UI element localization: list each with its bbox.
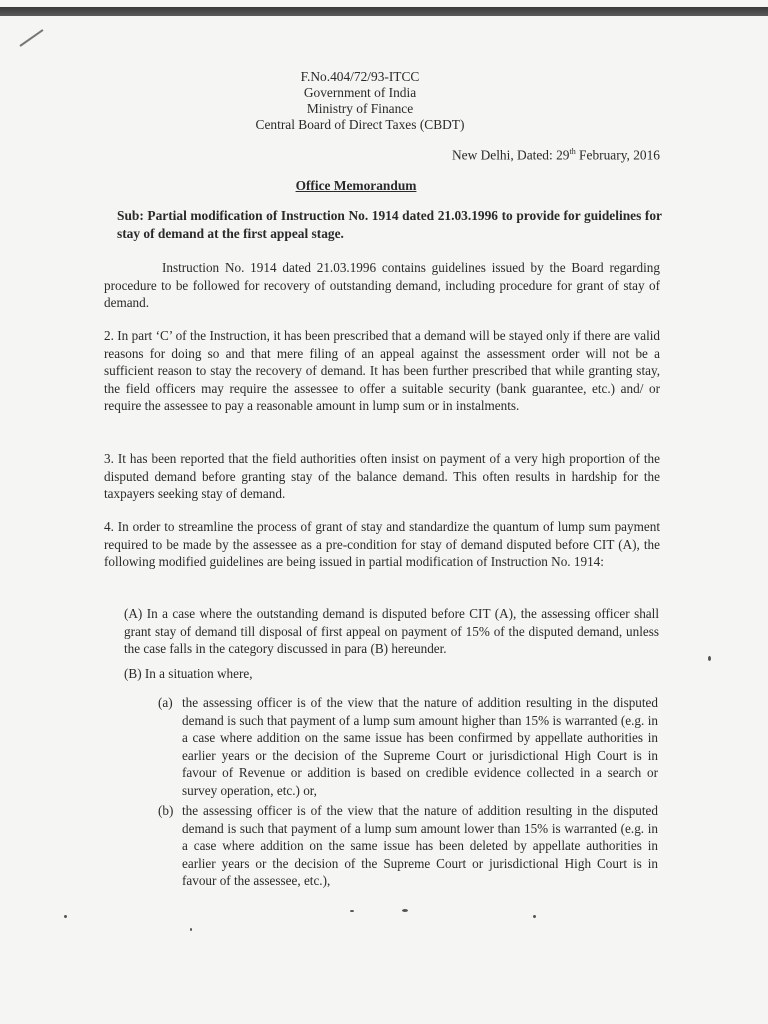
memo-title: Office Memorandum xyxy=(295,178,417,193)
list-item-label: (a) xyxy=(158,695,173,710)
scan-speck xyxy=(402,909,408,912)
scan-speck xyxy=(64,915,67,918)
paragraph-1: Instruction No. 1914 dated 21.03.1996 contains guidelines issued by the Board regarding procedure to be followed for recovery of outstanding demand, including procedure for grant of stay of demand. xyxy=(104,260,660,310)
date-rest: February, 2016 xyxy=(575,147,660,163)
sub-paragraph-a: (A) In a case where the outstanding demand is disputed before CIT (A), the assessing officer shall grant stay of demand till disposal of first appeal on payment of 15% of the disputed demand, unless the case falls in the category discussed in para (B) hereunder. xyxy=(124,606,659,656)
file-number: F.No.404/72/93-ITCC xyxy=(300,69,420,84)
list-item-label: (b) xyxy=(158,803,174,818)
scan-speck xyxy=(350,910,354,912)
date-suffix-sup: th xyxy=(569,147,576,156)
scan-top-edge xyxy=(0,7,768,16)
list-item-a xyxy=(158,694,658,799)
pen-mark xyxy=(19,29,43,47)
letterhead xyxy=(150,69,570,133)
scan-speck xyxy=(533,915,536,918)
list-item-text: the assessing officer is of the view that the nature of addition resulting in the disputed demand is such that payment of a lump sum amount lower than 15% is warranted (e.g. in a case where addition on the same issue has been deleted by appellate authorities in earlier years or the decision of the Supreme Court or jurisdictional High Court is in favour of the assessee, etc.), xyxy=(182,803,658,888)
date-prefix: New Delhi, Dated: 29 xyxy=(451,147,570,163)
paragraph-2: 2. In part ‘C’ of the Instruction, it has been prescribed that a demand will be stayed only if there are valid reasons for doing so and that mere filing of an appeal against the assessment order will not be a sufficient reason to stay the recovery of demand. It has been further prescribed that while granting stay, the field officers may require the assessee to offer a suitable security (bank guarantee, etc.) and/ or require the assessee to pay a reasonable amount in lump sum or in instalments. xyxy=(104,328,660,413)
sub-paragraph-b: (B) In a situation where, xyxy=(124,666,253,681)
government-name: Government of India xyxy=(303,85,417,100)
ministry-name: Ministry of Finance xyxy=(306,101,414,116)
list-item-text: the assessing officer is of the view that the nature of addition resulting in the disputed demand is such that payment of a lump sum amount higher than 15% is warranted (e.g. in a case where addition on the same issue has been confirmed by appellate authorities in earlier years or the decision of the Supreme Court or jurisdictional High Court is in favour of Revenue or addition is based on credible evidence collected in a search or survey operation, etc.) or, xyxy=(182,695,658,798)
scan-speck xyxy=(708,656,711,661)
list-item-b xyxy=(158,802,658,890)
subject-line: Sub: Partial modification of Instruction No. 1914 dated 21.03.1996 to provide for guidelines for stay of demand at the first appeal stage. xyxy=(117,208,662,241)
scan-speck xyxy=(190,928,192,931)
board-name: Central Board of Direct Taxes (CBDT) xyxy=(255,117,465,132)
date-line xyxy=(452,147,660,163)
paragraph-3: 3. It has been reported that the field authorities often insist on payment of a very high proportion of the disputed demand before granting stay of the balance demand. This often results in hardship for the taxpayers seeking stay of demand. xyxy=(104,451,660,501)
paragraph-4: 4. In order to streamline the process of grant of stay and standardize the quantum of lump sum payment required to be made by the assessee as a pre-condition for stay of demand disputed before CIT (A), the following modified guidelines are being issued in partial modification of Instruction No. 1914: xyxy=(104,519,660,569)
